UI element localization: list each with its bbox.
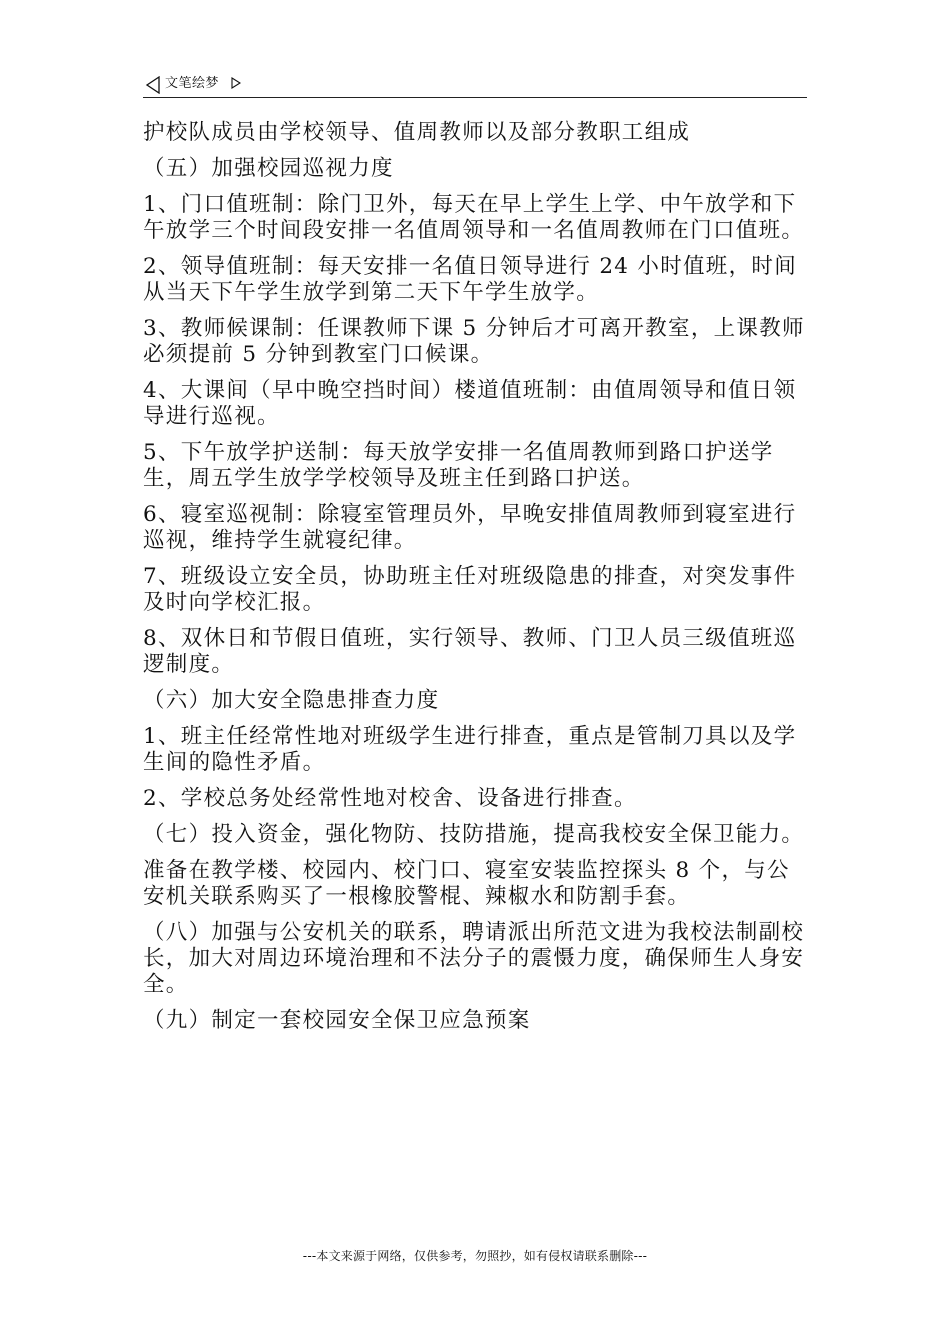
section-heading-7: （七）投入资金，强化物防、技防措施，提高我校安全保卫能力。: [143, 822, 805, 847]
page-header: [143, 75, 807, 98]
triangle-left-icon: [145, 76, 161, 94]
list-item: 4、大课间（早中晚空挡时间）楼道值班制：由值周领导和值日领导进行巡视。: [143, 378, 797, 429]
list-item: 2、学校总务处经常性地对校舍、设备进行排查。: [143, 786, 637, 811]
header-title: 文笔绘梦: [165, 76, 220, 91]
section-heading-6: （六）加大安全隐患排查力度: [143, 688, 440, 713]
list-item: 1、门口值班制：除门卫外，每天在早上学生上学、中午放学和下午放学三个时间段安排一名值周领导和一名值周教师在门口值班。: [143, 192, 805, 243]
list-item: 3、教师候课制：任课教师下课 5 分钟后才可离开教室，上课教师必须提前 5 分钟到教室门口候课。: [143, 316, 805, 367]
list-item: 5、下午放学护送制：每天放学安排一名值周教师到路口护送学生，周五学生放学学校领导及班主任到路口护送。: [143, 440, 774, 491]
triangle-right-icon: [231, 77, 241, 89]
list-item: 8、双休日和节假日值班，实行领导、教师、门卫人员三级值班巡逻制度。: [143, 626, 797, 677]
paragraph-body: 准备在教学楼、校园内、校门口、寝室安装监控探头 8 个，与公安机关联系购买了一根橡胶警棍、辣椒水和防割手套。: [143, 858, 790, 909]
document-body: [143, 120, 809, 1044]
section-heading-9: （九）制定一套校园安全保卫应急预案: [143, 1008, 531, 1033]
list-item: 7、班级设立安全员，协助班主任对班级隐患的排查，对突发事件及时向学校汇报。: [143, 564, 797, 615]
section-heading-5: （五）加强校园巡视力度: [143, 156, 394, 181]
paragraph-intro: 护校队成员由学校领导、值周教师以及部分教职工组成: [143, 120, 691, 145]
section-heading-8: （八）加强与公安机关的联系，聘请派出所范文进为我校法制副校长，加大对周边环境治理和不法分子的震慑力度，确保师生人身安全。: [143, 920, 805, 997]
footer-notice: ---本文来源于网络，仅供参考，勿照抄，如有侵权请联系删除---: [302, 1249, 648, 1263]
list-item: 2、领导值班制：每天安排一名值日领导进行 24 小时值班，时间从当天下午学生放学到第二天下午学生放学。: [143, 254, 798, 305]
list-item: 6、寝室巡视制：除寝室管理员外，早晚安排值周教师到寝室进行巡视，维持学生就寝纪律。: [143, 502, 797, 553]
list-item: 1、班主任经常性地对班级学生进行排查，重点是管制刀具以及学生间的隐性矛盾。: [143, 724, 797, 775]
